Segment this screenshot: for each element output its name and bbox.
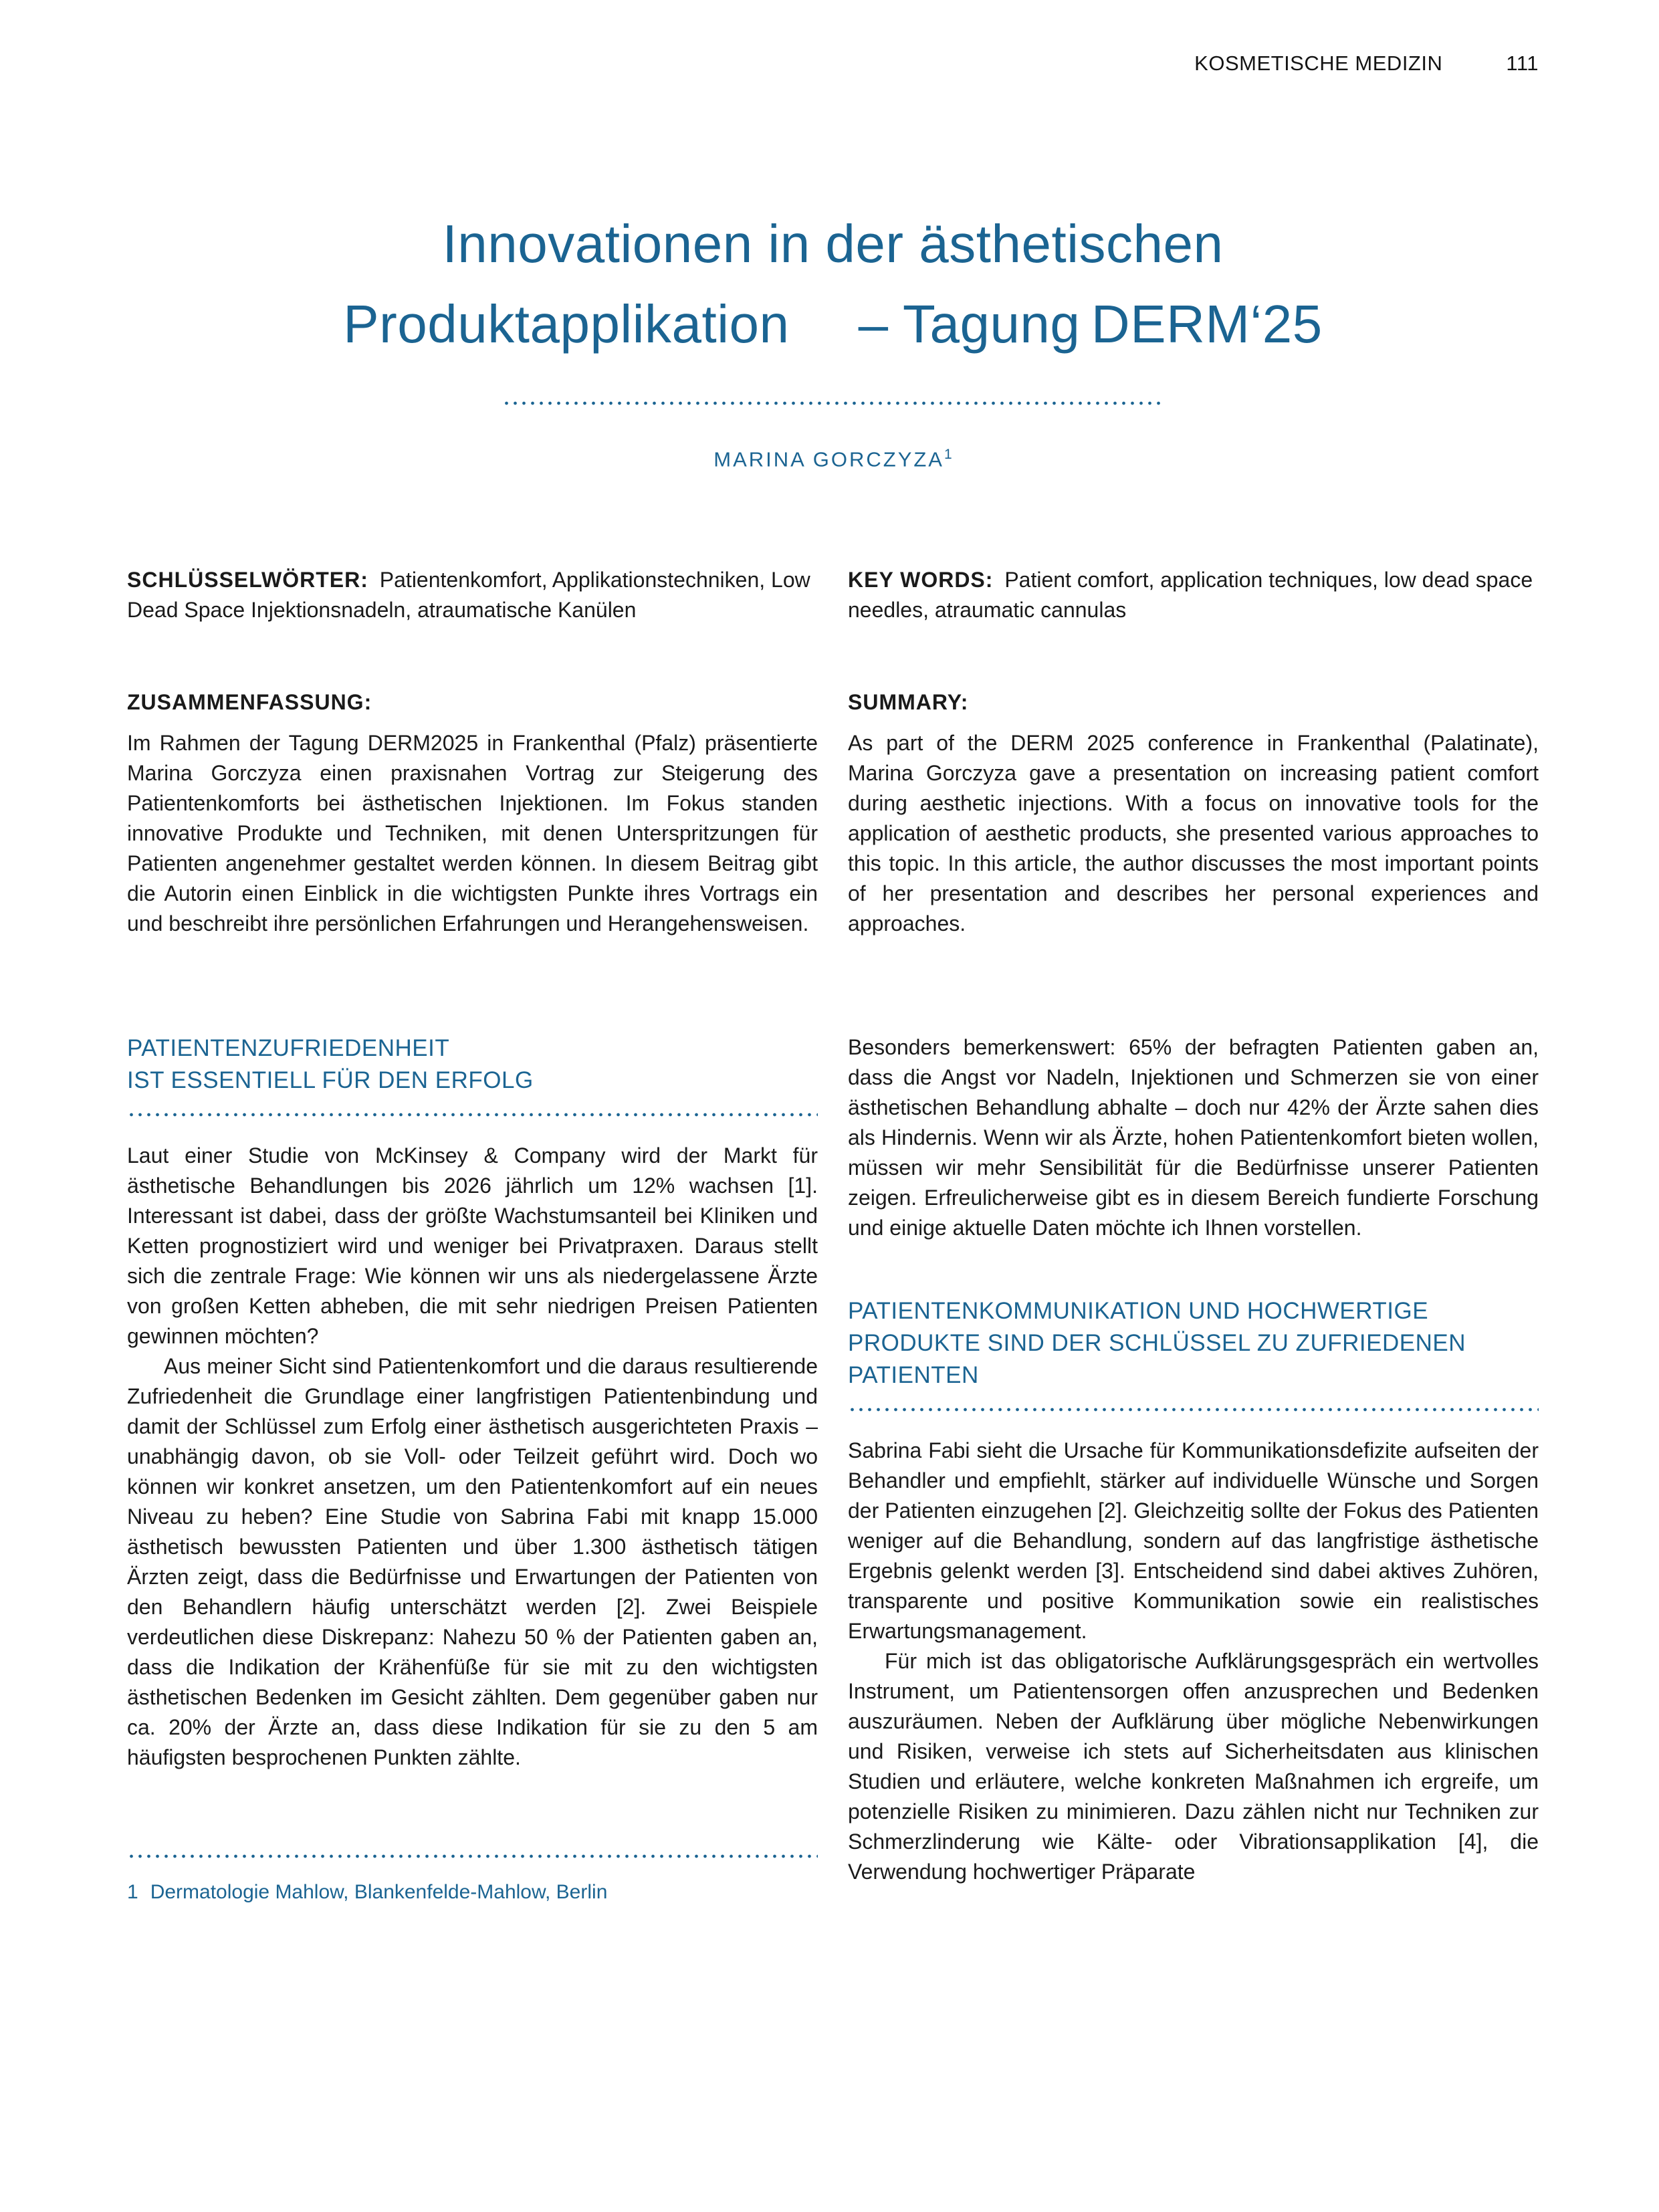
body-paragraph: Für mich ist das obligatorische Aufklärungsgespräch ein wertvolles Instrument, um Patientensorgen offen anzusprechen und Bedenken auszuräumen. Neben der Aufklärung über mögliche Nebenwirkungen und Risiken, verweise ich stets auf Sicherheitsdaten aus klinischen Studien und erläutere, welche konkreten Maßnahmen ich ergreife, um potenzielle Risiken zu minimieren. Dazu zählen nicht nur Techniken zur Schmerzlinderung wie Kälte- oder Vibrationsapplikation [4], die Verwendung hochwertiger Präparate [848, 1649, 1539, 1884]
abstract-de-label: ZUSAMMENFASSUNG: [127, 690, 372, 715]
footnote-marker: 1 [127, 1881, 138, 1904]
author-affiliation-marker: 1 [944, 447, 952, 462]
abstract-row [127, 687, 1539, 939]
abstract-en [848, 687, 1539, 939]
abstract-de [127, 687, 818, 939]
abstract-en-text: As part of the DERM 2025 conference in Frankenthal (Palatinate), Marina Gorczyza gave a presentation on increasing patient comfort during aesthetic injections. With a focus on innovative tools for the application of aesthetic products, she presented various approaches to this topic. In this article, the author discusses the most important points of her presentation and describes her personal experiences and approaches. [848, 731, 1539, 936]
title-dotted-rule [502, 401, 1164, 405]
body-columns [127, 1032, 1539, 1906]
abstract-de-text: Im Rahmen der Tagung DERM2025 in Frankenthal (Pfalz) präsentierte Marina Gorczyza einen praxisnahen Vortrag zur Steigerung des Patientenkomforts bei ästhetischen Injektionen. Im Fokus standen innovative Produkte und Techniken, mit denen Unterspritzungen für Patienten angenehmer gestaltet werden können. In diesem Beitrag gibt die Autorin einen Einblick in die wichtigsten Punkte ihres Vortrags ein und beschreibt ihre persönlichen Erfahrungen und Herangehensweisen. [127, 731, 818, 936]
page-number: 111 [1506, 51, 1539, 75]
body-right-column [848, 1032, 1539, 1906]
body-left-column [127, 1032, 818, 1906]
body-paragraph: Laut einer Studie von McKinsey & Company wird der Markt für ästhetische Behandlungen bis 2026 jährlich um 12% wachsen [1]. Interessant ist dabei, dass der größte Wachstumsanteil bei Kliniken und Ketten prognostiziert wird und weniger bei Privatpraxen. Daraus stellt sich die zentrale Frage: Wie können wir uns als niedergelassene Ärzte von großen Ketten abheben, die mit sehr niedrigen Preisen Patienten gewinnen möchten? [127, 1143, 818, 1349]
section-heading-line: PRODUKTE SIND DER SCHLÜSSEL ZU ZUFRIEDENEN [848, 1330, 1466, 1357]
keywords-de-label: SCHLÜSSELWÖRTER: [127, 568, 368, 592]
keywords-en [848, 565, 1539, 625]
section-heading-line: PATIENTENKOMMUNIKATION UND HOCHWERTIGE [848, 1298, 1429, 1325]
author-line [127, 447, 1539, 471]
section-heading-line: PATIENTEN [848, 1362, 979, 1389]
keywords-de [127, 565, 818, 625]
article-title-line2: Produktapplikation – Tagung DERM‘25 [343, 294, 1323, 354]
footnote-dotted-rule [127, 1854, 818, 1858]
article-title-line1: Innovationen in der ästhetischen [442, 214, 1224, 273]
abstract-en-label: SUMMARY: [848, 690, 969, 715]
section-heading-line: IST ESSENTIELL FÜR DEN ERFOLG [127, 1067, 534, 1094]
section-heading-line: PATIENTENZUFRIEDENHEIT [127, 1035, 450, 1062]
section-dotted-rule [848, 1408, 1539, 1412]
section-heading-patientenkommunikation [848, 1295, 1539, 1392]
keywords-en-text: Patient comfort, application techniques, low dead space needles, atraumatic cannulas [848, 568, 1533, 623]
keywords-row [127, 565, 1539, 625]
article-title [127, 204, 1539, 364]
keywords-de-text: Patientenkomfort, Applikationstechniken, Low Dead Space Injektionsnadeln, atraumatische Kanülen [127, 568, 810, 623]
body-paragraph: Besonders bemerkenswert: 65% der befragten Patienten gaben an, dass die Angst vor Nadeln, Injektionen und Schmerzen sie von einer ästhetischen Behandlung abhalte – doch nur 42% der Ärzte sahen dies als Hindernis. Wenn wir als Ärzte, hohen Patientenkomfort bieten wollen, müssen wir mehr Sensibilität für die Bedürfnisse unserer Patienten zeigen. Erfreulicherweise gibt es in diesem Bereich fundierte Forschung und einige aktuelle Daten möchte ich Ihnen vorstellen. [848, 1035, 1539, 1240]
author-name: MARINA GORCZYZA [713, 447, 944, 471]
journal-name: KOSMETISCHE MEDIZIN [1194, 51, 1443, 75]
footnote-text: Dermatologie Mahlow, Blankenfelde-Mahlow, Berlin [150, 1881, 608, 1904]
keywords-en-label: KEY WORDS: [848, 568, 994, 592]
section-heading-patientenzufriedenheit [127, 1032, 818, 1097]
body-paragraph: Sabrina Fabi sieht die Ursache für Kommunikationsdefizite aufseiten der Behandler und empfiehlt, stärker auf individuelle Wünsche und Sorgen der Patienten einzugehen [2]. Gleichzeitig sollte der Fokus des Patienten weniger auf die Behandlung, sondern auf das langfristige ästhetische Ergebnis gelenkt werden [3]. Entscheidend sind dabei aktives Zuhören, transparente und positive Kommunikation sowie ein realistisches Erwartungsmanagement. [848, 1438, 1539, 1644]
section-dotted-rule [127, 1113, 818, 1117]
body-paragraph: Aus meiner Sicht sind Patientenkomfort und die daraus resultierende Zufriedenheit die Grundlage einer langfristigen Patientenbindung und damit der Schlüssel zum Erfolg einer ästhetisch ausgerichteten Praxis – unabhängig davon, ob sie Voll- oder Teilzeit geführt wird. Doch wo können wir konkret ansetzen, um den Patientenkomfort auf ein neues Niveau zu heben? Eine Studie von Sabrina Fabi mit knapp 15.000 ästhetisch bewussten Patienten und über 1.300 ästhetisch tätigen Ärzten zeigt, dass die Bedürfnisse und Erwartungen der Patienten von den Behandlern häufig unterschätzt werden [2]. Zwei Beispiele verdeutlichen diese Diskrepanz: Nahezu 50 % der Patienten gaben an, dass die Indikation der Krähenfüße für sie mit zu den wichtigsten ästhetischen Bedenken im Gesicht zählten. Dem gegenüber gaben nur ca. 20% der Ärzte an, dass diese Indikation für sie zu den 5 am häufigsten besprochenen Punkten zählte. [127, 1354, 818, 1770]
running-head [127, 50, 1539, 77]
footnote [127, 1878, 818, 1906]
